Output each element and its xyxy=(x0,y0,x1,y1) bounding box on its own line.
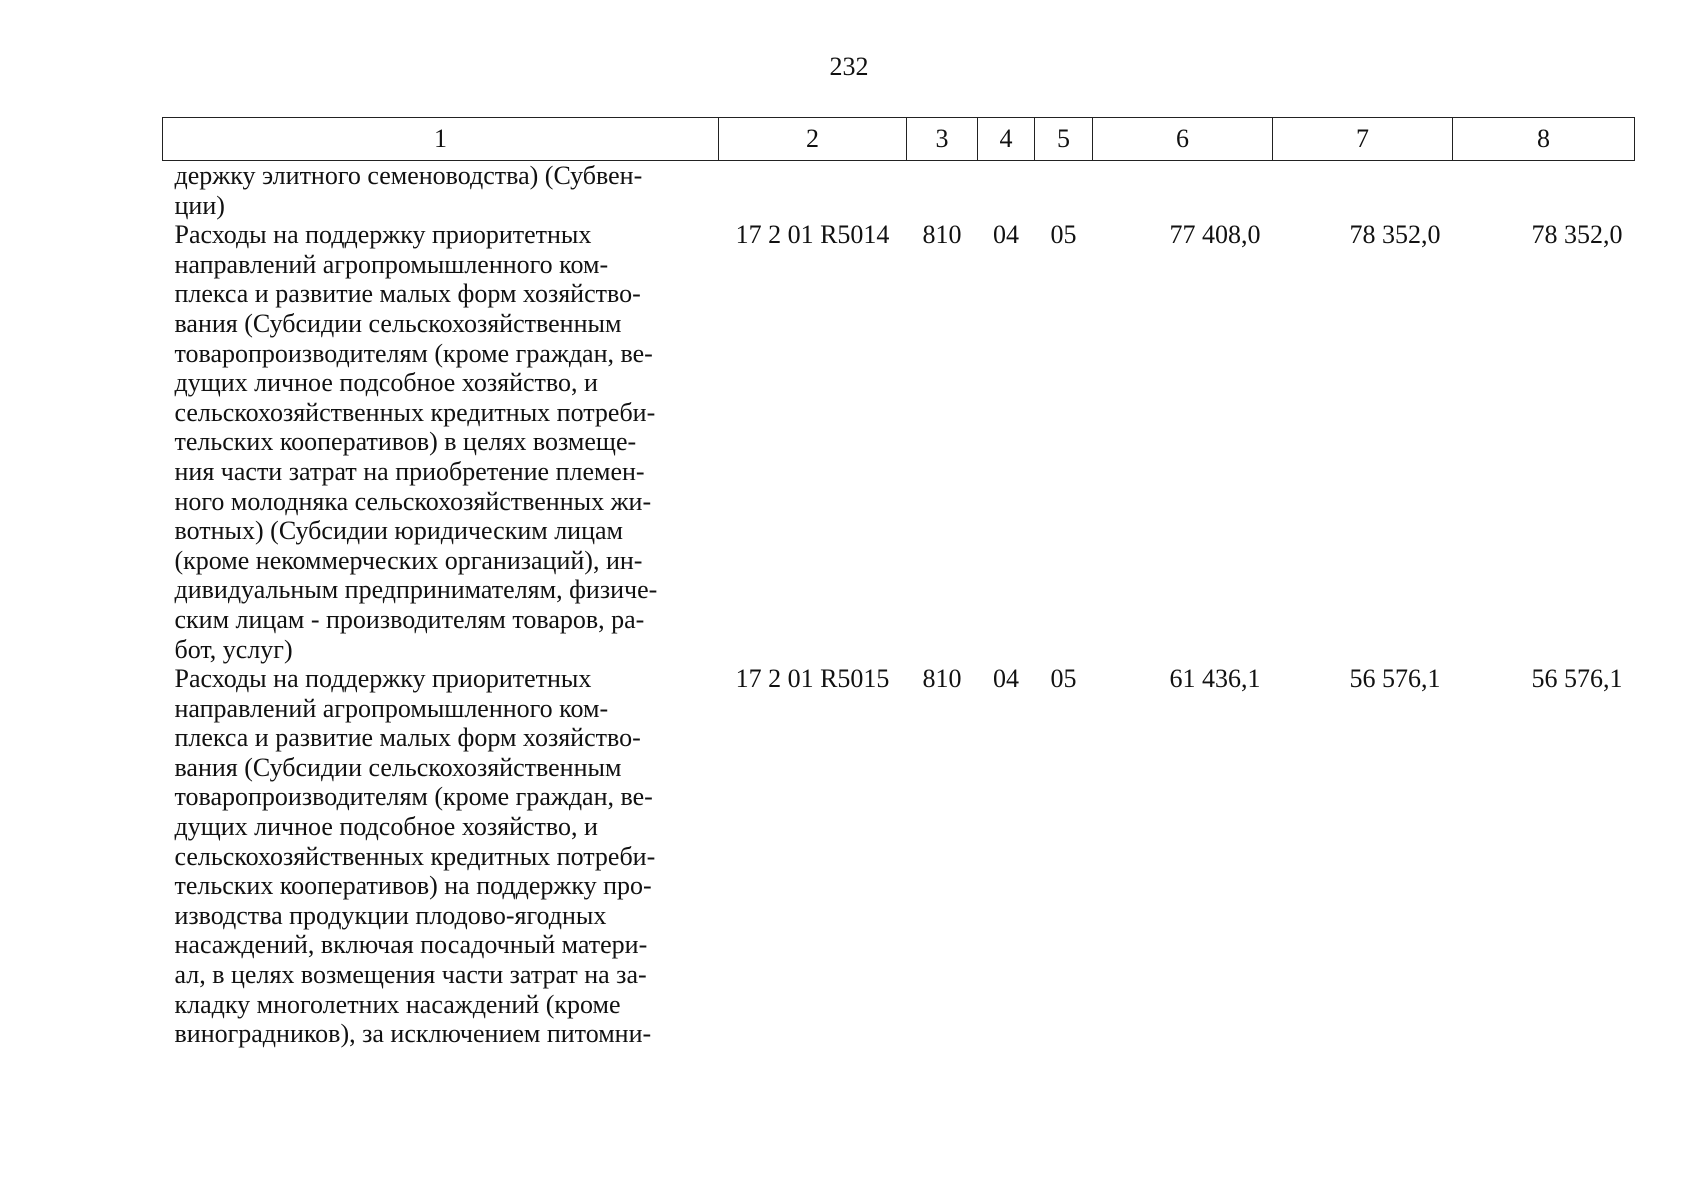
desc-line: тельских кооперативов) в целях возмеще- xyxy=(174,427,637,457)
row-col3: 810 xyxy=(922,664,962,694)
desc-line: ции) xyxy=(174,190,225,220)
desc-line: (кроме некоммерческих организаций), ин- xyxy=(174,545,643,575)
row-col4: 04 xyxy=(993,664,1019,694)
column-header-6: 6 xyxy=(1093,118,1273,161)
desc-line: ного молодняка сельскохозяйственных жи- xyxy=(174,486,652,516)
column-header-8: 8 xyxy=(1453,118,1635,161)
row-code xyxy=(719,161,907,221)
budget-table xyxy=(162,117,1635,1049)
row-code: 17 2 01 R5014 xyxy=(735,220,890,250)
column-header-1: 1 xyxy=(163,118,719,161)
desc-line: ал, в целях возмещения части затрат на за- xyxy=(174,960,647,990)
page-number: 232 xyxy=(829,52,869,81)
desc-line: сельскохозяйственных кредитных потреби- xyxy=(174,841,656,871)
row-col3: 810 xyxy=(922,220,962,250)
desc-line: насаждений, включая посадочный матери- xyxy=(174,930,648,960)
row-col7: 56 576,1 xyxy=(1349,664,1441,694)
row-col5 xyxy=(1035,161,1093,221)
desc-line: дущих личное подсобное хозяйство, и xyxy=(174,812,598,842)
desc-line: Расходы на поддержку приоритетных xyxy=(174,664,592,694)
desc-line: Расходы на поддержку приоритетных xyxy=(174,220,592,250)
row-col5: 05 xyxy=(1050,220,1077,250)
row-col3 xyxy=(907,161,978,221)
column-header-2: 2 xyxy=(719,118,907,161)
row-col7 xyxy=(1273,161,1453,221)
desc-line: изводства продукции плодово-ягодных xyxy=(174,900,607,930)
column-header-3: 3 xyxy=(907,118,978,161)
desc-line: вания (Субсидии сельскохозяйственным xyxy=(174,752,622,782)
row-col4 xyxy=(978,161,1035,221)
desc-line: вотных) (Субсидии юридическим лицам xyxy=(174,516,623,546)
column-header-4: 4 xyxy=(978,118,1035,161)
row-col6: 77 408,0 xyxy=(1169,220,1261,250)
table-row xyxy=(163,664,1635,1049)
desc-line: ским лицам - производителям товаров, ра- xyxy=(174,604,645,634)
desc-line: кладку многолетних насаждений (кроме xyxy=(174,989,621,1019)
row-col5: 05 xyxy=(1050,664,1077,694)
desc-line: дущих личное подсобное хозяйство, и xyxy=(174,368,598,398)
row-col4: 04 xyxy=(993,220,1019,250)
desc-line: товаропроизводителям (кроме граждан, ве- xyxy=(174,338,653,368)
desc-line: направлений агропромышленного ком- xyxy=(174,693,609,723)
row-col8: 56 576,1 xyxy=(1531,664,1623,694)
table-row xyxy=(163,161,1635,221)
desc-line: тельских кооперативов) на поддержку про- xyxy=(174,871,652,901)
row-col6: 61 436,1 xyxy=(1169,664,1261,694)
desc-line: ния части затрат на приобретение племен- xyxy=(174,456,645,486)
column-header-7: 7 xyxy=(1273,118,1453,161)
row-description xyxy=(163,664,719,1049)
row-col8: 78 352,0 xyxy=(1531,220,1623,250)
desc-line: плекса и развитие малых форм хозяйство- xyxy=(174,279,641,309)
desc-line: направлений агропромышленного ком- xyxy=(174,249,609,279)
column-number-header-row xyxy=(163,118,1635,161)
desc-line: товаропроизводителям (кроме граждан, ве- xyxy=(174,782,653,812)
desc-line: бот, услуг) xyxy=(174,634,293,664)
desc-line: плекса и развитие малых форм хозяйство- xyxy=(174,723,641,753)
row-col6 xyxy=(1093,161,1273,221)
row-code: 17 2 01 R5015 xyxy=(735,664,890,694)
desc-line: вания (Субсидии сельскохозяйственным xyxy=(174,308,622,338)
desc-line: дивидуальным предпринимателям, физиче- xyxy=(174,575,658,605)
row-description xyxy=(163,220,719,664)
desc-line: виноградников), за исключением питомни- xyxy=(174,1019,652,1049)
desc-line: сельскохозяйственных кредитных потреби- xyxy=(174,397,656,427)
row-description xyxy=(163,161,719,221)
column-header-5: 5 xyxy=(1035,118,1093,161)
desc-line: держку элитного семеноводства) (Субвен- xyxy=(174,161,643,190)
table-row xyxy=(163,220,1635,664)
row-col7: 78 352,0 xyxy=(1349,220,1441,250)
row-col8 xyxy=(1453,161,1635,221)
